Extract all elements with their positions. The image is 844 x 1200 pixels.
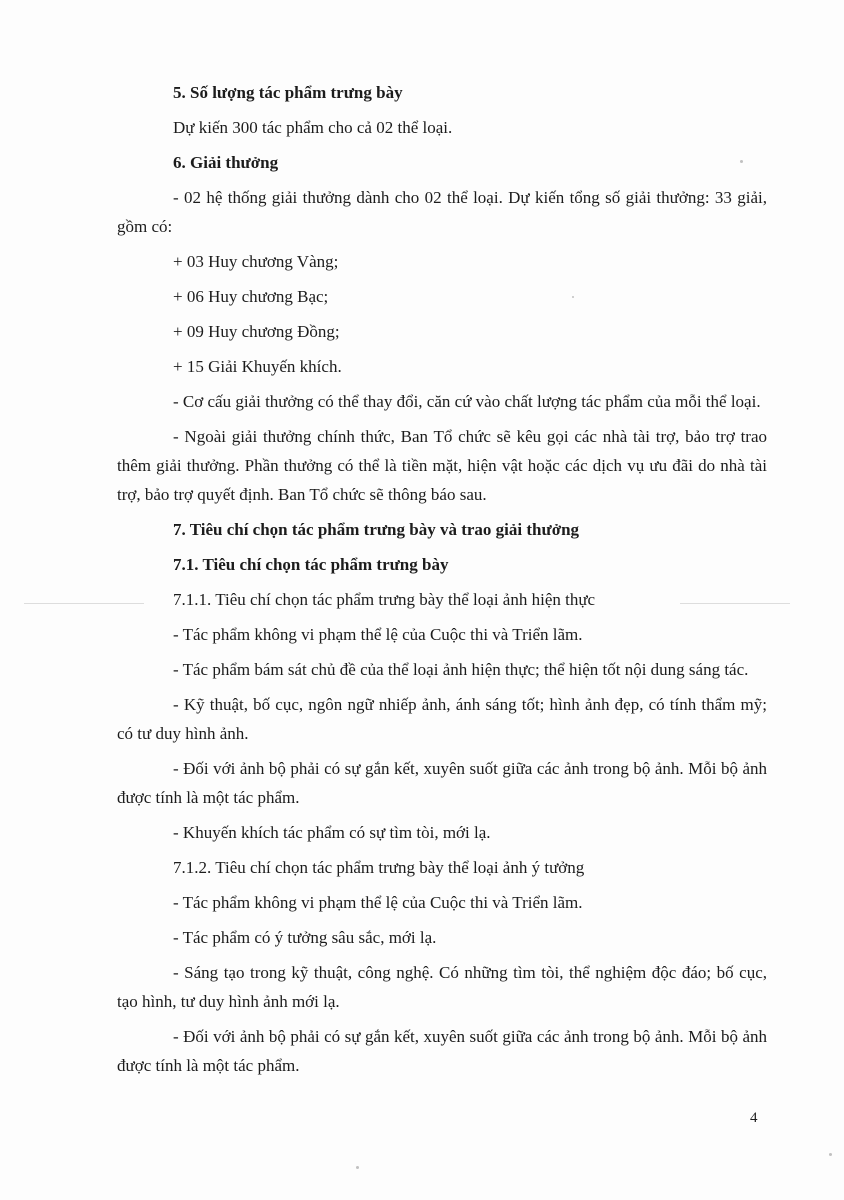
section-7-1-1-heading: 7.1.1. Tiêu chí chọn tác phẩm trưng bày thể loại ảnh hiện thực — [173, 590, 596, 609]
award-silver: + 06 Huy chương Bạc; — [173, 287, 329, 306]
criteria-item: - Khuyến khích tác phẩm có sự tìm tòi, mới lạ. — [173, 823, 491, 842]
scan-artifact-speck — [356, 1166, 359, 1169]
section-5-text: Dự kiến 300 tác phẩm cho cả 02 thể loại. — [173, 118, 453, 137]
criteria-item: - Tác phẩm không vi phạm thể lệ của Cuộc thi và Triển lãm. — [173, 893, 583, 912]
criteria-item: - Sáng tạo trong kỹ thuật, công nghệ. Có những tìm tòi, thể nghiệm độc đáo; bố cục, tạo hình, tư duy hình ảnh mới lạ. — [117, 963, 767, 1011]
criteria-item: - Đối với ảnh bộ phải có sự gắn kết, xuyên suốt giữa các ảnh trong bộ ảnh. Mỗi bộ ảnh được tính là một tác phẩm. — [117, 1027, 767, 1075]
award-encouragement: + 15 Giải Khuyến khích. — [173, 357, 342, 376]
scan-artifact-speck — [829, 1153, 832, 1156]
document-body — [117, 78, 767, 1086]
section-6-heading: 6. Giải thưởng — [173, 153, 279, 172]
awards-intro: - 02 hệ thống giải thưởng dành cho 02 thể loại. Dự kiến tổng số giải thưởng: 33 giải, gồm có: — [117, 188, 767, 236]
section-7-1-heading: 7.1. Tiêu chí chọn tác phẩm trưng bày — [173, 555, 449, 574]
criteria-item: - Tác phẩm bám sát chủ đề của thể loại ảnh hiện thực; thể hiện tốt nội dung sáng tác. — [173, 660, 749, 679]
page-number: 4 — [750, 1110, 758, 1126]
section-7-1-2-heading: 7.1.2. Tiêu chí chọn tác phẩm trưng bày thể loại ảnh ý tưởng — [173, 858, 585, 877]
section-5-heading: 5. Số lượng tác phẩm trưng bày — [173, 83, 403, 102]
awards-sponsor-note: - Ngoài giải thưởng chính thức, Ban Tổ chức sẽ kêu gọi các nhà tài trợ, bảo trợ trao thêm giải thưởng. Phần thưởng có thể là tiền mặt, hiện vật hoặc các dịch vụ ưu đãi do nhà tài trợ, bảo trợ quyết định. Ban Tổ chức sẽ thông báo sau. — [117, 427, 767, 504]
criteria-item: - Tác phẩm không vi phạm thể lệ của Cuộc thi và Triển lãm. — [173, 625, 583, 644]
criteria-item: - Tác phẩm có ý tưởng sâu sắc, mới lạ. — [173, 928, 437, 947]
section-7-heading: 7. Tiêu chí chọn tác phẩm trưng bày và trao giải thưởng — [173, 520, 580, 539]
criteria-item: - Đối với ảnh bộ phải có sự gắn kết, xuyên suốt giữa các ảnh trong bộ ảnh. Mỗi bộ ảnh được tính là một tác phẩm. — [117, 759, 767, 807]
awards-structure-note: - Cơ cấu giải thưởng có thể thay đổi, căn cứ vào chất lượng tác phẩm của mỗi thể loại. — [173, 392, 761, 411]
award-bronze: + 09 Huy chương Đồng; — [173, 322, 340, 341]
criteria-item: - Kỹ thuật, bố cục, ngôn ngữ nhiếp ảnh, ánh sáng tốt; hình ảnh đẹp, có tính thẩm mỹ; có tư duy hình ảnh. — [117, 695, 767, 743]
award-gold: + 03 Huy chương Vàng; — [173, 252, 339, 271]
